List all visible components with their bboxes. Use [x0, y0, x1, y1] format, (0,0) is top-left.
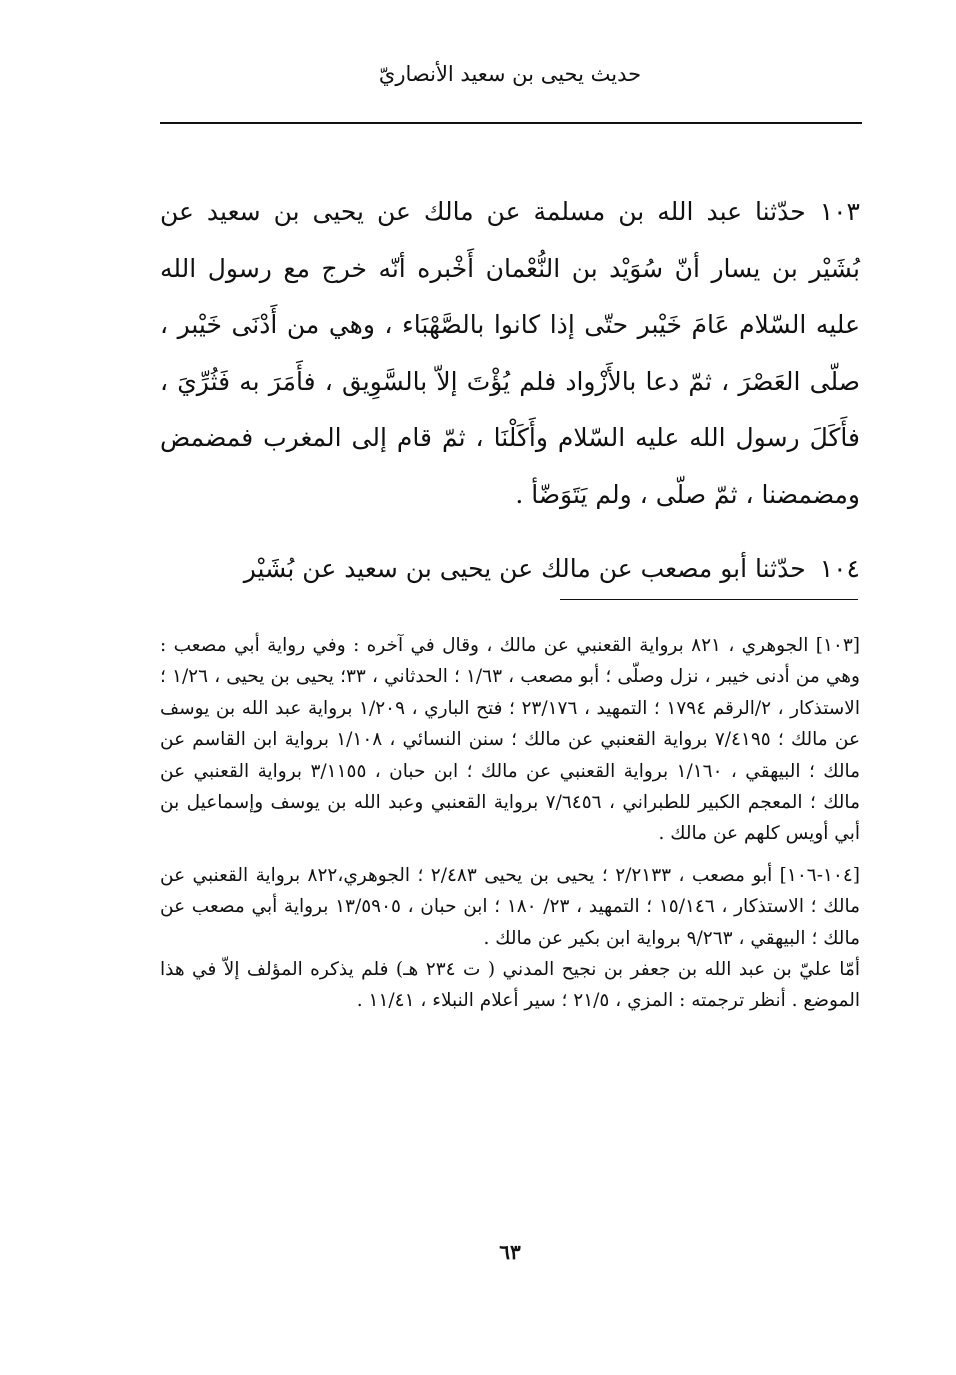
footnote-103: [١٠٣] الجوهري ، ٨٢١ برواية القعنبي عن مالك ، وقال في آخره : وفي رواية أبي مصعب : وهي من أدنى خيبر ، نزل وصلّى ؛ أبو مصعب ، ١/٦٣ ؛ الحدثاني ، ٣٣؛ يحيى بن يحيى ، ١/٢٦ ؛ الاستذكار ، ٢/الرقم ١٧٩٤ ؛ التمهيد ، ٢٣/١٧٦ ؛ فتح الباري ، ١/٢٠٩ برواية عبد الله بن يوسف عن مالك ؛ ٧/٤١٩٥ برواية القعنبي عن مالك ؛ سنن النسائي ، ١/١٠٨ برواية ابن القاسم عن مالك ؛ البيهقي ، ١/١٦٠ برواية القعنبي عن مالك ؛ ابن حبان ، ٣/١١٥٥ برواية القعنبي عن مالك ؛ المعجم الكبير للطبراني ، ٧/٦٤٥٦ برواية القعنبي وعبد الله بن يوسف وإسماعيل بن أبي أويس كلهم عن مالك .	[160, 635, 860, 845]
running-title: حديث يحيى بن سعيد الأنصاريّ	[378, 62, 642, 86]
footnote-rule	[560, 599, 858, 600]
hadith-103	[160, 184, 860, 523]
hadith-number: ١٠٣	[819, 197, 860, 226]
hadith-number: ١٠٤	[819, 554, 860, 583]
hadith-104	[160, 541, 860, 598]
footnote-note: أمّا عليّ بن عبد الله بن جعفر بن نجيح المدني ( ت ٢٣٤ هـ) فلم يذكره المؤلف إلاّ في هذا الموضع . أنظر ترجمته : المزي ، ٢١/٥ ؛ سير أعلام النبلاء ، ١١/٤١ .	[160, 959, 860, 1012]
footnote-104-106: [١٠٤-١٠٦] أبو مصعب ، ٢/٢١٣٣ ؛ يحيى بن يحيى ٢/٤٨٣ ؛ الجوهري،٨٢٢ برواية القعنبي عن مالك ؛ الاستذكار ، ١٥/١٤٦ ؛ التمهيد ، ٢٣/ ١٨٠ ؛ ابن حبان ، ١٣/٥٩٠٥ برواية أبي مصعب عن مالك ؛ البيهقي ، ٩/٢٦٣ برواية ابن بكير عن مالك .	[160, 864, 860, 949]
header-rule	[160, 122, 862, 124]
hadith-text: حدّثنا عبد الله بن مسلمة عن مالك عن يحيى بن سعيد عن بُشَيْر بن يسار أنّ سُوَيْد بن النُّعْمان أَخْبره أنّه خرج مع رسول الله عليه السّلام عَامَ خَيْبر حتّى إذا كانوا بالصَّهْبَاء ، وهي من أَدْنَى خَيْبر ، صلّى العَصْرَ ، ثمّ دعا بالأَزْواد فلم يُؤْتَ إلاّ بالسَّوِيق ، فأَمَرَ به فَثُرِّيَ ، فأَكَلَ رسول الله عليه السّلام وأَكَلْنَا ، ثمّ قام إلى المغرب فمضمض ومضمضنا ، ثمّ صلّى ، ولم يَتَوَضّأ .	[160, 197, 860, 509]
page-number: ٦٣	[499, 1240, 521, 1264]
hadith-text: حدّثنا أبو مصعب عن مالك عن يحيى بن سعيد عن بُشَيْر	[243, 554, 806, 583]
main-text	[160, 184, 860, 598]
footnotes	[160, 630, 860, 1017]
